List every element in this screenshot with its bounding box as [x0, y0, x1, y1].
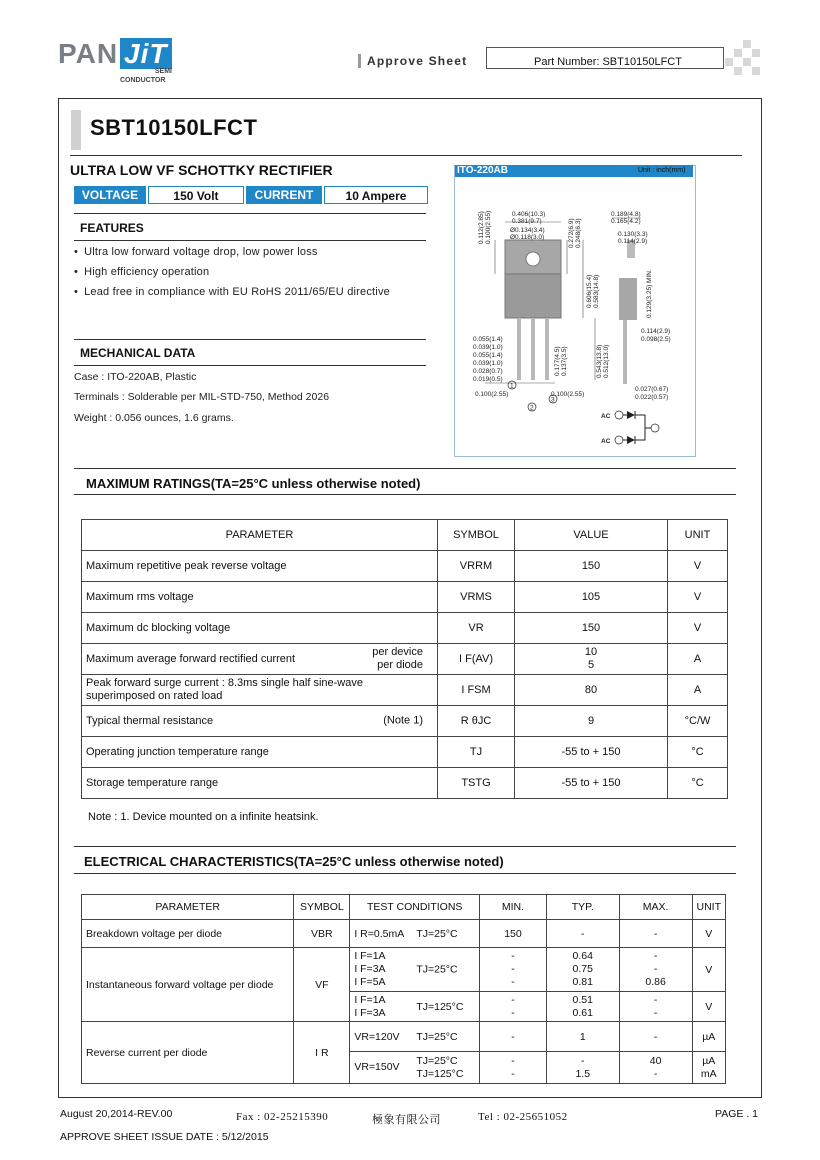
col-header: PARAMETER [82, 520, 438, 551]
table-row [82, 644, 728, 675]
dim-text: 0.129(3.25) MIN. [646, 269, 653, 318]
param-cell [82, 551, 438, 582]
current-label: CURRENT [246, 186, 322, 204]
svg-text:AC: AC [601, 413, 611, 420]
dim-text: 0.248(6.3) [575, 218, 582, 248]
dim-text: 0.165(4.2) [611, 218, 641, 225]
dim-text: 0.100(2.55) [485, 210, 492, 244]
dim-text: 0.022(0.57) [635, 394, 669, 401]
value-cell: -55 to + 150 [515, 737, 668, 768]
dim-text: 0.381(9.7) [512, 218, 542, 225]
min-cell: - [480, 1022, 547, 1052]
cond-cell: I R=0.5mA TJ=25°C [350, 920, 480, 948]
param-cell [82, 582, 438, 613]
features-heading: FEATURES [80, 221, 144, 235]
mechanical-heading: MECHANICAL DATA [80, 346, 196, 360]
value-cell: 80 [515, 675, 668, 706]
param-note: (Note 1) [383, 714, 423, 727]
feature-item: • Ultra low forward voltage drop, low power loss [74, 246, 318, 258]
param-cell [82, 737, 438, 768]
package-title-bar: ITO-220AB [455, 165, 693, 177]
table-row [82, 737, 728, 768]
param-cell [82, 706, 438, 737]
min-cell: - - - [480, 948, 547, 992]
value-cell: 150 [515, 613, 668, 644]
dim-text: 0.039(1.0) [473, 344, 503, 351]
feature-item: • High efficiency operation [74, 266, 209, 278]
col-header: SYMBOL [438, 520, 515, 551]
symbol-cell: VRMS [438, 582, 515, 613]
typ-cell: 0.51 0.61 [546, 992, 619, 1022]
unit-cell: V [668, 551, 728, 582]
typ-cell: 1 [546, 1022, 619, 1052]
table-row [82, 551, 728, 582]
mr-bottom-rule [74, 494, 736, 495]
mounting-hole [526, 252, 540, 266]
dim-text: 0.055(1.4) [473, 352, 503, 359]
dim-text: 0.028(0.7) [473, 368, 503, 375]
unit-cell: A [668, 644, 728, 675]
dim-text: 0.100(2.55) [475, 391, 509, 398]
max-cell: - - [619, 992, 692, 1022]
param-text: Maximum rms voltage [86, 590, 194, 603]
side-body [619, 278, 637, 320]
package-drawing [455, 178, 693, 454]
title-divider [70, 155, 742, 156]
part-number-box [486, 47, 724, 69]
col-header: MAX. [619, 895, 692, 920]
max-cell: - - 0.86 [619, 948, 692, 992]
symbol-cell: VRRM [438, 551, 515, 582]
footer-tel: Tel : 02-25651052 [478, 1111, 568, 1123]
value-cell: 105 [515, 582, 668, 613]
symbol-cell: VF [294, 948, 350, 1022]
param-cell: Reverse current per diode [82, 1022, 294, 1084]
unit-cell: V [692, 948, 726, 992]
max-cell: 40 - [619, 1052, 692, 1084]
mechanical-item: Terminals : Solderable per MIL-STD-750, Method 2026 [74, 391, 330, 403]
dim-text: 0.272(6.9) [568, 218, 575, 248]
approve-sheet-label: Approve Sheet [358, 54, 467, 68]
symbol-cell: TSTG [438, 768, 515, 799]
min-cell: - - [480, 992, 547, 1022]
col-header: SYMBOL [294, 895, 350, 920]
typ-cell: 0.64 0.75 0.81 [546, 948, 619, 992]
dim-text: 0.019(0.5) [473, 376, 503, 383]
footer-company: 極象有限公司 [372, 1114, 441, 1126]
package-unit: Unit : inch(mm) [638, 167, 686, 174]
features-top-rule [74, 213, 426, 214]
page-number: PAGE . 1 [715, 1108, 758, 1120]
dim-text: 0.130(3.3) [618, 231, 648, 238]
col-header: MIN. [480, 895, 547, 920]
dim-text: 0.177(4.5) [554, 346, 561, 376]
feature-item: • Lead free in compliance with EU RoHS 2011/65/EU directive [74, 286, 390, 298]
unit-cell: °C [668, 768, 728, 799]
symbol-cell: I R [294, 1022, 350, 1084]
svg-text:AC: AC [601, 438, 611, 445]
footer-fax: Fax : 02-25215390 [236, 1111, 329, 1123]
unit-cell: µA mA [692, 1052, 726, 1084]
lead-1 [517, 318, 521, 380]
mechanical-item: Case : ITO-220AB, Plastic [74, 371, 197, 383]
symbol-cell: VR [438, 613, 515, 644]
table-row [82, 675, 728, 706]
dim-text: 0.027(0.67) [635, 386, 669, 393]
value-cell: 10 5 [515, 644, 668, 675]
package-body [505, 274, 561, 318]
table-row [82, 1022, 726, 1052]
unit-cell: V [692, 992, 726, 1022]
dim-text: 0.098(2.5) [641, 336, 671, 343]
panjit-logo: PAN JiT [58, 38, 172, 70]
param-text: Operating junction temperature range [86, 745, 269, 758]
dim-text: Ø0.118(3.0) [510, 234, 545, 241]
side-lead [623, 320, 627, 384]
typ-cell: - [546, 920, 619, 948]
value-cell: 150 [515, 551, 668, 582]
unit-cell: µA [692, 1022, 726, 1052]
cond-cell: VR=150VTJ=25°C TJ=125°C [350, 1052, 480, 1084]
lead-2 [531, 318, 535, 380]
param-cell [82, 768, 438, 799]
ec-top-rule [74, 846, 736, 847]
param-cell [82, 644, 438, 675]
footer-date-rev: August 20,2014-REV.00 [60, 1108, 173, 1120]
param-text: Peak forward surge current : 8.3ms single half sine-wave superimposed on rated load [86, 677, 363, 702]
value-cell: -55 to + 150 [515, 768, 668, 799]
ec-bottom-rule [74, 873, 736, 874]
table-row [82, 920, 726, 948]
col-header: PARAMETER [82, 895, 294, 920]
symbol-cell: TJ [438, 737, 515, 768]
unit-cell: V [692, 920, 726, 948]
symbol-cell: I FSM [438, 675, 515, 706]
electrical-title: ELECTRICAL CHARACTERISTICS(TA=25°C unless otherwise noted) [84, 854, 504, 869]
max-ratings-title: MAXIMUM RATINGS(TA=25°C unless otherwise noted) [86, 476, 421, 491]
dim-text: 0.543(13.8) [596, 344, 603, 378]
pin-number: 3 [551, 396, 555, 404]
dim-text: 0.512(13.0) [603, 344, 610, 378]
col-header: VALUE [515, 520, 668, 551]
max-ratings-note: Note : 1. Device mounted on a infinite heatsink. [88, 811, 319, 823]
title-shade [71, 110, 81, 150]
symbol-cell: VBR [294, 920, 350, 948]
dim-text: 0.114(2.9) [618, 238, 648, 245]
max-cell: - [619, 1022, 692, 1052]
diode-schematic [601, 411, 659, 445]
param-cell [82, 613, 438, 644]
param-text: Maximum repetitive peak reverse voltage [86, 559, 287, 572]
issue-date: APPROVE SHEET ISSUE DATE : 5/12/2015 [60, 1131, 269, 1143]
param-text: Maximum dc blocking voltage [86, 621, 231, 634]
param-cell: Breakdown voltage per diode [82, 920, 294, 948]
dim-text: 0.100(2.55) [551, 391, 585, 398]
table-row [82, 768, 728, 799]
table-row [82, 582, 728, 613]
mech-bottom-rule [74, 365, 426, 366]
voltage-label: VOLTAGE [74, 186, 146, 204]
param-cell: Instantaneous forward voltage per diode [82, 948, 294, 1022]
max-cell: - [619, 920, 692, 948]
product-subtitle: ULTRA LOW VF SCHOTTKY RECTIFIER [70, 162, 333, 178]
table-row [82, 948, 726, 992]
pin-number: 2 [530, 404, 534, 412]
features-bottom-rule [74, 240, 426, 241]
max-ratings-table [81, 519, 728, 799]
mech-top-rule [74, 339, 426, 340]
param-text: Storage temperature range [86, 776, 219, 789]
unit-cell: A [668, 675, 728, 706]
dim-text: 0.606(15.4) [586, 274, 593, 308]
col-header: UNIT [692, 895, 726, 920]
mr-top-rule [74, 468, 736, 469]
min-cell: - - [480, 1052, 547, 1084]
dim-text: 0.112(2.85) [478, 211, 485, 244]
electrical-table [81, 894, 726, 1084]
param-cell [82, 675, 438, 706]
current-value: 10 Ampere [324, 186, 428, 204]
dim-text: 0.406(10.3) [512, 211, 546, 218]
cond-cell: I F=1A I F=3A I F=5ATJ=25°C [350, 948, 480, 992]
col-header: UNIT [668, 520, 728, 551]
symbol-cell: R θJC [438, 706, 515, 737]
dim-text: 0.114(2.9) [641, 328, 671, 335]
value-cell: 9 [515, 706, 668, 737]
param-text: Typical thermal resistance [86, 714, 214, 727]
dim-text: Ø0.134(3.4) [510, 227, 545, 234]
symbol-cell: I F(AV) [438, 644, 515, 675]
unit-cell: V [668, 582, 728, 613]
unit-cell: °C [668, 737, 728, 768]
typ-cell: - 1.5 [546, 1052, 619, 1084]
param-text: Maximum average forward rectified current [86, 652, 296, 665]
unit-cell: °C/W [668, 706, 728, 737]
table-row [82, 706, 728, 737]
pin-number: 1 [510, 382, 514, 390]
col-header: TYP. [546, 895, 619, 920]
mechanical-item: Weight : 0.056 ounces, 1.6 grams. [74, 412, 234, 424]
table-row [82, 613, 728, 644]
col-header: TEST CONDITIONS [350, 895, 480, 920]
cond-cell: I F=1A I F=3ATJ=125°C [350, 992, 480, 1022]
dim-text: 0.055(1.4) [473, 336, 503, 343]
voltage-value: 150 Volt [148, 186, 244, 204]
dim-text: 0.189(4.8) [611, 211, 641, 218]
lead-3 [545, 318, 549, 380]
product-title: SBT10150LFCT [90, 115, 258, 140]
dim-text: 0.039(1.0) [473, 360, 503, 367]
dim-text: 0.137(3.5) [561, 346, 568, 376]
cond-cell: VR=120V TJ=25°C [350, 1022, 480, 1052]
min-cell: 150 [480, 920, 547, 948]
dim-text: 0.583(14.8) [593, 274, 600, 308]
logo-subtext: SEMI CONDUCTOR [120, 68, 172, 84]
part-number: Part Number: SBT10150LFCT [534, 56, 682, 68]
param-note: per device per diode [372, 646, 423, 671]
decorative-squares [725, 40, 761, 76]
unit-cell: V [668, 613, 728, 644]
